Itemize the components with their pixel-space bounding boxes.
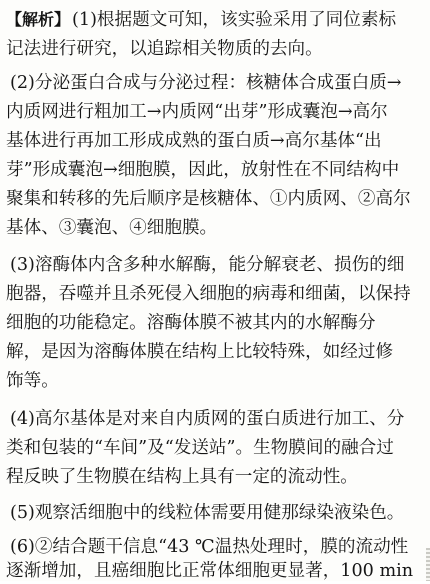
paragraph-2-line-2: 内质网进行粗加工→内质网“出芽”形成囊泡→高尔	[6, 102, 388, 122]
paragraph-2-line-1: (2)分泌蛋白合成与分泌过程：核糖体合成蛋白质→	[10, 73, 402, 93]
paragraph-4-line-1: (4)高尔基体是对来自内质网的蛋白质进行加工、分	[10, 409, 405, 429]
analysis-label: 【解析】	[6, 10, 71, 29]
paragraph-6-line-1: (6)②结合题干信息“43 ℃温热处理时，膜的流动性	[10, 537, 409, 557]
paragraph-3-line-2: 胞器，吞噬并且杀死侵入细胞的病毒和细菌，以保持	[6, 284, 411, 304]
paragraph-4-line-2: 类和包装的“车间”及“发送站”。生物膜间的融合过	[6, 438, 394, 458]
paragraph-1-line-1	[6, 7, 422, 33]
paragraph-5-line-1: (5)观察活细胞中的线粒体需要用健那绿染液染色。	[10, 503, 405, 523]
paragraph-3-line-4: 解，是因为溶酶体膜在结构上比较特殊，如经过修	[6, 342, 394, 362]
paragraph-3-line-3: 细胞的功能稳定。溶酶体膜不被其内的水解酶分	[6, 313, 376, 333]
paragraph-6-line-2: 逐渐增加，且癌细胞比正常体细胞更显著，100 min	[6, 561, 414, 581]
line-text: (1)根据题文可知，该实验采用了同位素标	[72, 10, 397, 30]
paragraph-1-line-2: 记法进行研究，以追踪相关物质的去向。	[6, 39, 323, 59]
paragraph-2-line-5: 聚集和转移的先后顺序是核糖体、①内质网、②高尔	[6, 189, 411, 209]
paragraph-3-line-1: (3)溶酶体内含多种水解酶，能分解衰老、损伤的细	[10, 255, 405, 275]
paragraph-4-line-3: 程反映了生物膜在结构上具有一定的流动性。	[6, 467, 358, 487]
paragraph-2-line-3: 基体进行再加工形成成熟的蛋白质→高尔基体“出	[6, 131, 382, 151]
paragraph-2-line-6: 基体、③囊泡、④细胞膜。	[6, 218, 218, 238]
paragraph-2-line-4: 芽”形成囊泡→细胞膜，因此，放射性在不同结构中	[6, 160, 400, 180]
paragraph-3-line-5: 饰等。	[6, 371, 59, 391]
scan-edge-mark	[426, 548, 430, 581]
